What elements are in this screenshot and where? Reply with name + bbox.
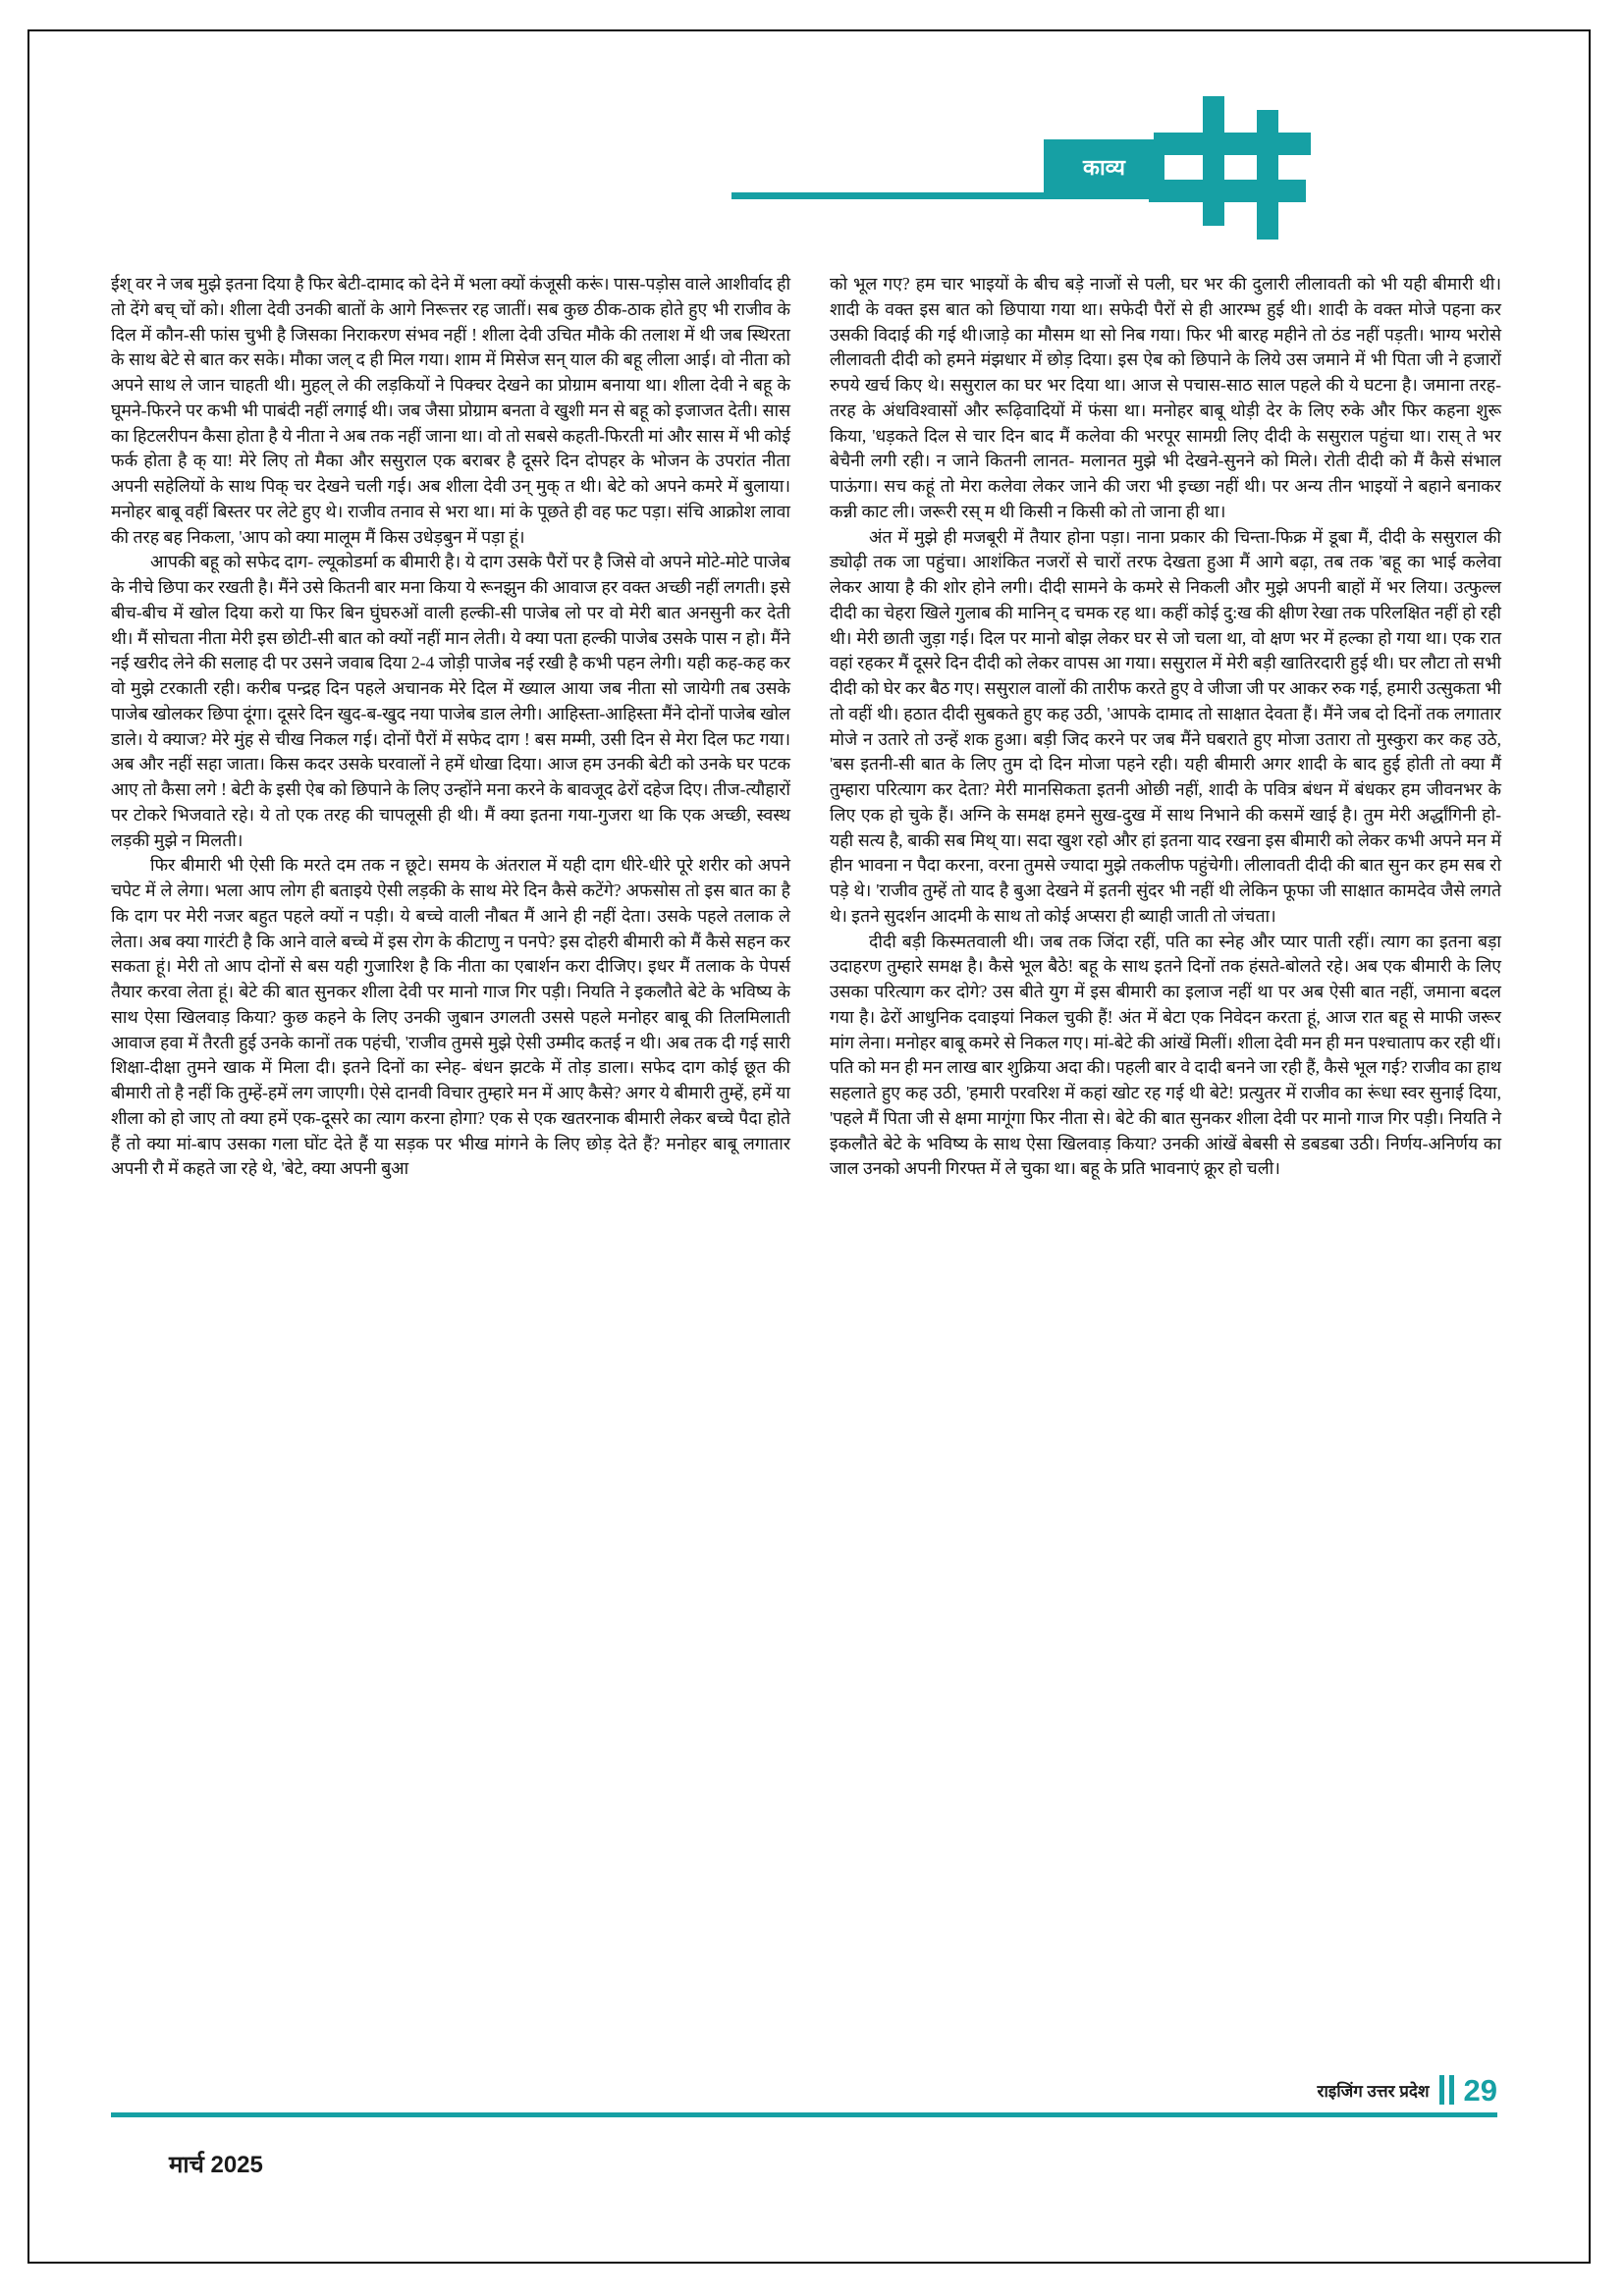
header-rule [731,192,1165,199]
section-label-box [1044,139,1164,193]
hash-logo-icon [1149,94,1316,241]
section-label: काव्य [1083,154,1125,180]
double-bar-icon [1439,2075,1454,2105]
hash-bar [1149,180,1306,202]
footer-rule [111,2112,1497,2117]
magazine-name: राइजिंग उत्तर प्रदेश [1317,2081,1430,2101]
page-number: 29 [1463,2072,1497,2108]
hash-bar [1257,110,1278,240]
paragraph: फिर बीमारी भी ऐसी कि मरते दम तक न छूटे। समय के अंतराल में यही दाग धीरे-धीरे पूरे शरीर को अपने चपेट में ले लेगा। भला आप लोग ही बताइये ऐसी लड़की के साथ मेरे दिन कैसे कटेंगे? अफसोस तो इस बात का है कि दाग पर मेरी नजर बहुत पहले क्यों न पड़ी। ये बच्चे वाली नौबत मैं आने ही नहीं देता। उसके पहले तलाक ले लेता। अब क्या गारंटी है कि आने वाले बच्चे में इस रोग के कीटाणु न पनपे? इस दोहरी बीमारी को मैं कैसे सहन कर सकता हूं। मेरी तो आप दोनों से बस यही गुजारिश है कि नीता का एबार्शन करा दीजिए। इधर मैं तलाक के पेपर्स तैयार करवा लेता हूं। बेटे की बात सुनकर शीला देवी पर मानो गाज गिर पड़ी। नियति ने इकलौते बेटे के भविष्य के साथ ऐसा खिलवाड़ किया? कुछ कहने के लिए उनकी जुबान उगलती उससे पहले मनोहर बाबू की तिलमिलाती आवाज हवा में तैरती हुई उनके कानों तक पहंची, 'राजीव तुमसे मुझे ऐसी उम्मीद कतई न थी। अब तक दी गई सारी शिक्षा-दीक्षा तुमने खाक में मिला दी। इतने दिनों का स्नेह- बंधन झटके में तोड़ डाला। सफेद दाग कोई छूत की बीमारी तो है नहीं कि तुम्हें-हमें लग जाएगी। ऐसे दानवी विचार तुम्हारे मन में आए कैसे? अगर ये बीमारी तुम्हें, हमें या शीला को हो जाए तो क्या हमें एक-दूसरे का त्याग करना होगा? एक से एक खतरनाक बीमारी लेकर बच्चे पैदा होते हैं तो क्या मां-बाप उसका गला घोंट देते हैं या सड़क पर भीख मांगने के लिए छोड़ देते हैं? मनोहर बाबू लगातार अपनी रौ में कहते जा रहे थे, 'बेटे, क्या अपनी बुआ [111,855,790,1179]
article-column-right [830,272,1501,1182]
paragraph: अंत में मुझे ही मजबूरी में तैयार होना पड़ा। नाना प्रकार की चिन्ता-फिक्र में डूबा मैं, दीदी के ससुराल की ड्योढ़ी तक जा पहुंचा। आशंकित नजरों से चारों तरफ देखता हुआ मैं आगे बढ़ा, तब तक 'बहू का भाई कलेवा लेकर आया है की शोर होने लगी। दीदी सामने के कमरे से निकली और मुझे अपनी बाहों में भर लिया। उत्फुल्ल दीदी का चेहरा खिले गुलाब की मानिन् द चमक रह था। कहीं कोई दु:ख की क्षीण रेखा तक परिलक्षित नहीं हो रही थी। मेरी छाती जुड़ा गई। दिल पर मानो बोझ लेकर घर से जो चला था, वो क्षण भर में हल्का हो गया था। एक रात वहां रहकर मैं दूसरे दिन दीदी को लेकर वापस आ गया। ससुराल में मेरी बड़ी खातिरदारी हुई थी। घर लौटा तो सभी दीदी को घेर कर बैठ गए। ससुराल वालों की तारीफ करते हुए वे जीजा जी पर आकर रुक गई, हमारी उत्सुकता भी तो वहीं थी। हठात दीदी सुबकते हुए कह उठी, 'आपके दामाद तो साक्षात देवता हैं। मैंने जब दो दिनों तक लगातार मोजे न उतारे तो उन्हें शक हुआ। बड़ी जिद करने पर जब मैंने घबराते हुए मोजा उतारा तो मुस्कुरा कर कह उठे, 'बस इतनी-सी बात के लिए तुम दो दिन मोजा पहने रही। यही बीमारी अगर शादी के बाद हुई होती तो क्या मैं तुम्हारा परित्याग कर देता? मेरी मानसिकता इतनी ओछी नहीं, शादी के पवित्र बंधन में बंधकर हम जीवनभर के लिए एक हो चुके हैं। अग्नि के समक्ष हमने सुख-दुख में साथ निभाने की कसमें खाई है। तुम मेरी अर्द्धांगिनी हो- यही सत्य है, बाकी सब मिथ् या। सदा खुश रहो और हां इतना याद रखना इस बीमारी को लेकर कभी अपने मन में हीन भावना न पैदा करना, वरना तुमसे ज्यादा मुझे तकलीफ पहुंचेगी। लीलावती दीदी की बात सुन कर हम सब रो पड़े थे। 'राजीव तुम्हें तो याद है बुआ देखने में इतनी सुंदर भी नहीं थी लेकिन फूफा जी साक्षात कामदेव जैसे लगते थे। इतने सुदर्शन आदमी के साथ तो कोई अप्सरा ही ब्याही जाती तो जंचता। [830,526,1501,926]
footer-right-block [1208,2069,1497,2110]
issue-date: मार्च 2025 [169,2152,263,2178]
paragraph: दीदी बड़ी किस्मतवाली थी। जब तक जिंदा रहीं, पति का स्नेह और प्यार पाती रहीं। त्याग का इतना बड़ा उदाहरण तुम्हारे समक्ष है। कैसे भूल बैठे! बहू के साथ इतने दिनों तक हंसते-बोलते रहे। अब एक बीमारी के लिए उसका परित्याग कर दोगे? उस बीते युग में इस बीमारी का इलाज नहीं था पर अब ऐसी बात नहीं, जमाना बदल गया है। ढेरों आधुनिक दवाइयां निकल चुकी हैं! अंत में बेटा एक निवेदन करता हूं, आज रात बहू से माफी जरूर मांग लेना। मनोहर बाबू कमरे से निकल गए। मां-बेटे की आंखें मिलीं। शीला देवी मन ही मन पश्चाताप कर रही थीं। पति को मन ही मन लाख बार शुक्रिया अदा की। पहली बार वे दादी बनने जा रही हैं, कैसे भूल गई? राजीव का हाथ सहलाते हुए कह उठी, 'हमारी परवरिश में कहां खोट रह गई थी बेटे! प्रत्युतर में राजीव का रूंधा स्वर सुनाई दिया, 'पहले मैं पिता जी से क्षमा मागूंगा फिर नीता से। बेटे की बात सुनकर शीला देवी पर मानो गाज गिर पड़ी। नियति ने इकलौते बेटे के भविष्य के साथ ऐसा खिलवाड़ किया? उनकी आंखें बेबसी से डबडबा उठी। निर्णय-अनिर्णय का जाल उनको अपनी गिरफ्त में ले चुका था। बहू के प्रति भावनाएं क्रूर हो चली। [830,931,1501,1179]
article-column-left [111,272,790,1182]
paragraph: आपकी बहू को सफेद दाग- ल्यूकोडर्मा क बीमारी है। ये दाग उसके पैरों पर है जिसे वो अपने मोटे-मोटे पाजेब के नीचे छिपा कर रखती है। मैंने उसे कितनी बार मना किया ये रूनझुन की आवाज हर वक्त अच्छी नहीं लगती। इसे बीच-बीच में खोल दिया करो या फिर बिन घुंघरुओं वाली हल्की-सी पाजेब लो पर वो मेरी बात अनसुनी कर देती थी। मैं सोचता नीता मेरी इस छोटी-सी बात को क्यों नहीं मान लेती। ये क्या पता हल्की पाजेब उसके पास न हो। मैंने नई खरीद लेने की सलाह दी पर उसने जवाब दिया 2-4 जोड़ी पाजेब नई रखी है कभी पहन लेगी। यही कह-कह कर वो मुझे टरकाती रही। करीब पन्द्रह दिन पहले अचानक मेरे दिल में ख्याल आया जब नीता सो जायेगी तब उसके पाजेब खोलकर छिपा दूंगा। दूसरे दिन खुद-ब-खुद नया पाजेब डाल लेगी। आहिस्ता-आहिस्ता मैंने दोनों पाजेब खोल डाले। ये क्याज? मेरे मुंह से चीख निकल गई। दोनों पैरों में सफेद दाग ! बस मम्मी, उसी दिन से मेरा दिल फट गया। अब और नहीं सहा जाता। किस कदर उसके घरवालों ने हमें धोखा दिया। आज हम उनकी बेटी को उनके घर पटक आए तो कैसा लगे ! बेटी के इसी ऐब को छिपाने के लिए उन्होंने मना करने के बावजूद ढेरों दहेज दिए। तीज-त्यौहारों पर टोकरे भिजवाते रहे। ये तो एक तरह की चापलूसी ही थी। मैं क्या इतना गया-गुजरा था कि एक अच्छी, स्वस्थ लड़की मुझे न मिलती। [111,552,790,850]
paragraph: को भूल गए? हम चार भाइयों के बीच बड़े नाजों से पली, घर भर की दुलारी लीलावती को भी यही बीमारी थी। शादी के वक्त इस बात को छिपाया गया था। सफेदी पैरों से ही आरम्भ हुई थी। शादी के वक्त मोजे पहना कर उसकी विदाई की गई थी।जाड़े का मौसम था सो निब गया। फिर भी बारह महीने तो ठंड नहीं पड़ती। भाग्य भरोसे लीलावती दीदी को हमने मंझधार में छोड़ दिया। इस ऐब को छिपाने के लिये उस जमाने में भी पिता जी ने हजारों रुपये खर्च किए थे। ससुराल का घर भर दिया था। आज से पचास-साठ साल पहले की ये घटना है। जमाना तरह-तरह के अंधविश्वासों और रूढ़िवादियों में फंसा था। मनोहर बाबू थोड़ी देर के लिए रुके और फिर कहना शुरू किया, 'धड़कते दिल से चार दिन बाद मैं कलेवा की भरपूर सामग्री लिए दीदी के ससुराल पहुंचा था। रास् ते भर बेचैनी लगी रही। न जाने कितनी लानत- मलानत मुझे भी देखने-सुनने को मिले। रोती दीदी को मैं कैसे संभाल पाऊंगा। सच कहूं तो मेरा कलेवा लेकर जाने की जरा भी इच्छा नहीं थी। पर अन्य तीन भाइयों ने बहाने बनाकर कन्नी काट ली। जरूरी रस् म थी किसी न किसी को तो जाना ही था। [830,274,1501,521]
hash-bar [1154,133,1311,155]
hash-bar [1203,96,1224,226]
paragraph: ईश् वर ने जब मुझे इतना दिया है फिर बेटी-दामाद को देने में भला क्यों कंजूसी करूं। पास-पड़ोस वाले आशीर्वाद ही तो देंगे बच् चों को। शीला देवी उनकी बातों के आगे निरूत्तर रह जातीं। सब कुछ ठीक-ठाक होते हुए भी राजीव के दिल में कौन-सी फांस चुभी है जिसका निराकरण संभव नहीं ! शीला देवी उचित मौके की तलाश में थी जब स्थिरता के साथ बेटे से बात कर सके। मौका जल् द ही मिल गया। शाम में मिसेज सन् याल की बहू लीला आई। वो नीता को अपने साथ ले जान चाहती थी। मुहल् ले की लड़कियों ने पिक्चर देखने का प्रोग्राम बनाया था। शीला देवी ने बहू के घूमने-फिरने पर कभी भी पाबंदी नहीं लगाई थी। जब जैसा प्रोग्राम बनता वे खुशी मन से बहू को इजाजत देती। सास का हिटलरीपन कैसा होता है ये नीता ने अब तक नहीं जाना था। वो तो सबसे कहती-फिरती मां और सास में भी कोई फर्क होता है क् या! मेरे लिए तो मैका और ससुराल एक बराबर है दूसरे दिन दोपहर के भोजन के उपरांत नीता अपनी सहेलियों के साथ पिक् चर देखने चली गई। अब शीला देवी उन् मुक् त थी। बेटे को अपने कमरे में बुलाया। मनोहर बाबू वहीं बिस्तर पर लेटे हुए थे। राजीव तनाव से भरा था। मां के पूछते ही वह फट पड़ा। संचि आक्रोश लावा की तरह बह निकला, 'आप को क्या मालूम मैं किस उधेड़बुन में पड़ा हूं। [111,274,790,547]
